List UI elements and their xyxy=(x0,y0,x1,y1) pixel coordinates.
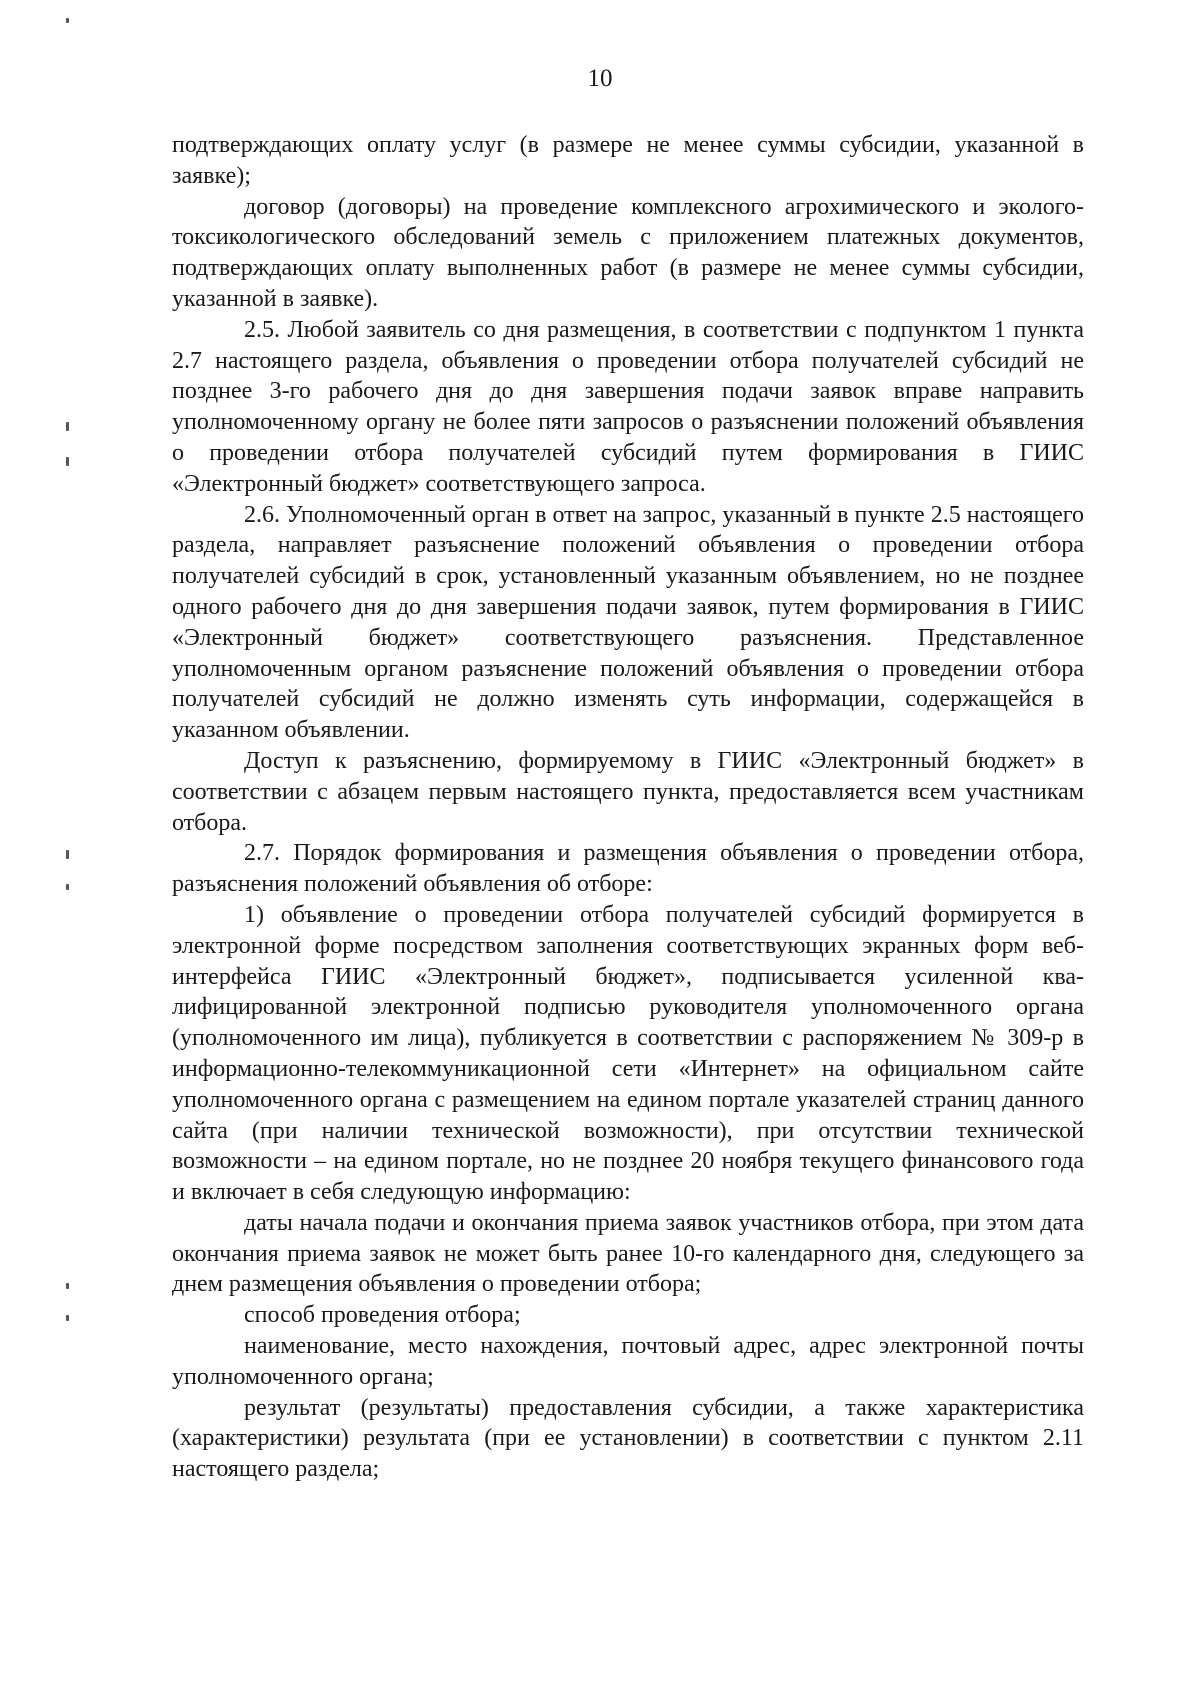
scan-margin-mark xyxy=(66,850,69,859)
scan-margin-mark xyxy=(66,1315,69,1321)
paragraph: подтверждающих оплату услуг (в размере не менее суммы субсидии, указанной в заявке); xyxy=(172,132,1084,189)
paragraph: 2.5. Любой заявитель со дня размещения, в соответствии с подпунктом 1 пункта 2.7 настоящего раздела, объявления о проведении отбора получателей субсидий не позднее 3-го рабочего дня до дня завершения подачи заявок вправе направить уполномоченному органу не более пяти запросов о разъяснении положений объявления о проведении отбора получателей субсидий путем формирования в ГИИС «Электронный бюджет» соответствующего запроса. xyxy=(172,316,1084,497)
scan-margin-mark xyxy=(66,457,69,466)
document-body xyxy=(172,130,1084,1485)
paragraph: договор (договоры) на проведение комплексного агрохимического и эколого-токсикологического обследований земель с приложением платежных документов, подтверждающих оплату выполненных работ (в размере не менее суммы субсидии, указанной в заявке). xyxy=(172,193,1084,312)
paragraph: даты начала подачи и окончания приема заявок участников отбора, при этом дата окончания приема заявок не может быть ранее 10-го календарного дня, следующего за днем размещения объявления о проведении отбора; xyxy=(172,1209,1084,1298)
paragraph: 2.7. Порядок формирования и размещения объявления о проведении отбора, разъяснения положений объявления об отборе: xyxy=(172,840,1084,898)
page-number: 10 xyxy=(587,65,613,92)
scan-margin-mark xyxy=(66,422,69,431)
paragraph: способ проведения отбора; xyxy=(244,1302,521,1329)
paragraph: результат (результаты) предоставления субсидии, а также характеристика (характеристики) результата (при ее установлении) в соответствии с пунктом 2.11 настоящего раздела; xyxy=(172,1394,1084,1483)
paragraph: Доступ к разъяснению, формируемому в ГИИС «Электронный бюджет» в соответствии с абзацем первым настоящего пункта, предоставляется всем участникам отбора. xyxy=(172,747,1084,836)
scan-margin-mark xyxy=(66,1283,69,1289)
paragraph: 2.6. Уполномоченный орган в ответ на запрос, указанный в пункте 2.5 настоящего раздела, направляет разъяснение положений объявления о проведении отбора получателей субсидий в срок, установленный указанным объявлением, но не позднее одного рабочего дня до дня завершения подачи заявок, путем формирования в ГИИС «Электронный бюджет» соответствующего разъяснения. Представленное уполномоченным органом разъяснение положений объявления о проведении отбора получателей субсидий не должно изменять суть информации, содержащейся в указанном объявлении. xyxy=(172,501,1084,744)
paragraph: 1) объявление о проведении отбора получателей субсидий формируется в электронной форме посредством заполнения соответствующих экранных форм веб-интерфейса ГИИС «Электронный бюджет», подписывается усиленной квалифицированной электронной подписью руководителя уполномоченного органа (уполномоченного им лица), публикуется в соответствии с распоряжением № 309-р в информационно-телекоммуникационной сети «Интернет» на официальном сайте уполномоченного органа с размещением на едином портале указателей страниц данного сайта (при наличии технической возможности), при отсутствии технической возможности – на едином портале, но не позднее 20 ноября текущего финансового года и включает в себя следующую информацию: xyxy=(172,901,1084,1206)
scan-margin-mark xyxy=(66,884,69,890)
scan-margin-mark xyxy=(66,18,69,23)
paragraph: наименование, место нахождения, почтовый адрес, адрес электронной почты уполномоченного органа; xyxy=(172,1333,1084,1390)
